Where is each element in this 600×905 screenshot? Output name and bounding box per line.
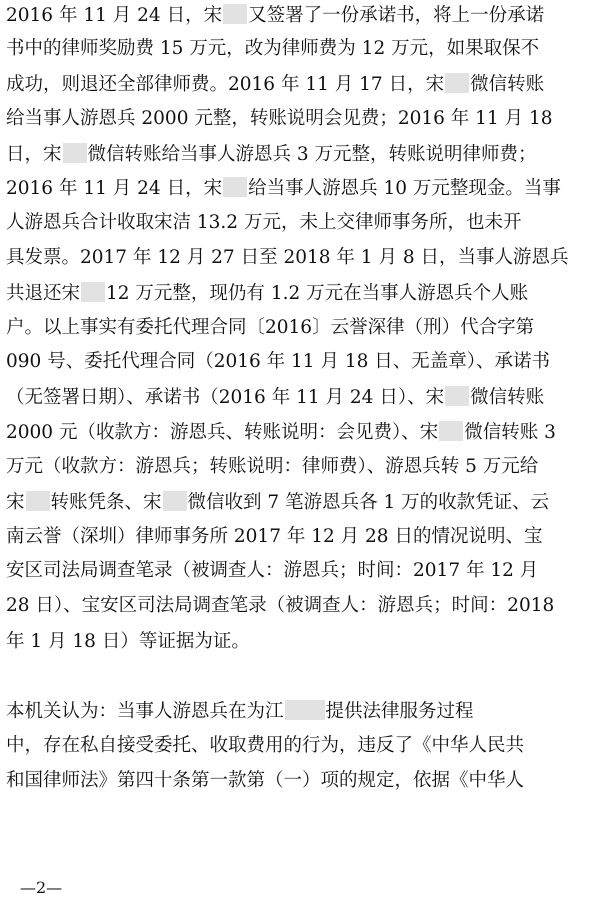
page-number: —2— (20, 878, 63, 897)
redaction-mark (223, 4, 247, 24)
text-line (6, 143, 537, 166)
text-line (6, 526, 542, 548)
text-segment: 中，存在私自接受委托、收取费用的行为，违反了《中华人民共 (6, 735, 525, 756)
text-line (6, 595, 554, 617)
text-segment: 12 万元整，现仍有 1.2 万元在当事人游恩兵个人账 (106, 283, 529, 304)
text-segment: 日，宋 (6, 144, 62, 165)
text-line (6, 491, 549, 514)
text-segment: （无签署日期）、承诺书（2016 年 11 月 24 日）、宋 (6, 387, 445, 408)
text-segment: 本机关认为：当事人游恩兵在为江 (6, 701, 284, 722)
text-segment: 和国律师法》第四十条第一款第（一）项的规定，依据《中华人 (6, 770, 525, 791)
text-line (6, 456, 538, 478)
text-line (6, 247, 568, 269)
redaction-mark (26, 491, 50, 511)
redaction-mark (439, 421, 463, 441)
text-line (6, 700, 474, 723)
text-segment: 成功，则退还全部律师费。2016 年 11 月 17 日，宋 (6, 74, 445, 95)
redaction-mark (223, 177, 247, 197)
text-segment: 090 号、委托代理合同（2016 年 11 月 18 日、无盖章）、承诺书 (6, 351, 551, 372)
text-segment: 宋 (6, 492, 25, 513)
text-segment: 微信转账 (470, 387, 545, 408)
redaction-mark (285, 700, 325, 720)
redaction-mark (63, 143, 87, 163)
text-segment: 给当事人游恩兵 2000 元整，转账说明会见费；2016 年 11 月 18 (6, 108, 553, 129)
text-segment: 提供法律服务过程 (325, 701, 474, 722)
text-segment: 微信转账给当事人游恩兵 3 万元整，转账说明律师费； (87, 144, 537, 165)
text-line (6, 282, 528, 305)
text-segment: 万元（收款方：游恩兵；转账说明：律师费）、游恩兵转 5 万元给 (6, 456, 539, 477)
text-segment: 南云誉（深圳）律师事务所 2017 年 12 月 28 日的情况说明、宝 (6, 526, 543, 547)
text-line (6, 73, 544, 96)
text-segment: 年 1 月 18 日）等证据为证。 (6, 631, 250, 652)
redaction-mark (445, 386, 469, 406)
text-segment: 安区司法局调查笔录（被调查人：游恩兵；时间：2017 年 12 月 (6, 560, 539, 581)
text-segment: 28 日）、宝安区司法局调查笔录（被调查人：游恩兵；时间：2018 (6, 595, 555, 616)
text-segment: 2016 年 11 月 24 日，宋 (6, 178, 223, 199)
redaction-mark (445, 73, 469, 93)
text-line (6, 4, 544, 27)
text-segment: 共退还宋 (6, 283, 81, 304)
text-segment: 人游恩兵合计收取宋洁 13.2 万元，未上交律师事务所，也未开 (6, 212, 522, 233)
text-segment: 具发票。2017 年 12 月 27 日至 2018 年 1 月 8 日，当事人游恩兵 (6, 247, 569, 268)
text-segment: 又签署了一份承诺书，将上一份承诺 (248, 5, 545, 26)
text-segment: 微信转账 3 (464, 422, 556, 443)
text-segment: 微信转账 (470, 74, 545, 95)
text-segment: 给当事人游恩兵 10 万元整现金。当事 (248, 178, 561, 199)
text-line (6, 351, 550, 373)
redaction-mark (163, 491, 187, 511)
text-segment: 书中的律师奖励费 15 万元，改为律师费为 12 万元，如果取保不 (6, 38, 540, 59)
text-segment: 微信收到 7 笔游恩兵各 1 万的收款凭证、云 (187, 492, 550, 513)
text-line (6, 386, 544, 409)
text-line (6, 177, 561, 200)
text-segment: 户。以上事实有委托代理合同〔2016〕云誉深律（刑）代合字第 (6, 317, 535, 338)
text-line (6, 770, 524, 792)
redaction-mark (81, 282, 105, 302)
text-segment: 2000 元（收款方：游恩兵、转账说明：会见费）、宋 (6, 422, 439, 443)
text-segment: 2016 年 11 月 24 日，宋 (6, 5, 223, 26)
text-line (6, 212, 521, 234)
text-line (6, 38, 539, 60)
text-line (6, 421, 556, 444)
text-line (6, 735, 524, 757)
text-line (6, 317, 534, 339)
text-segment: 转账凭条、宋 (50, 492, 162, 513)
text-line (6, 631, 250, 653)
text-line (6, 108, 553, 130)
text-line (6, 560, 538, 582)
